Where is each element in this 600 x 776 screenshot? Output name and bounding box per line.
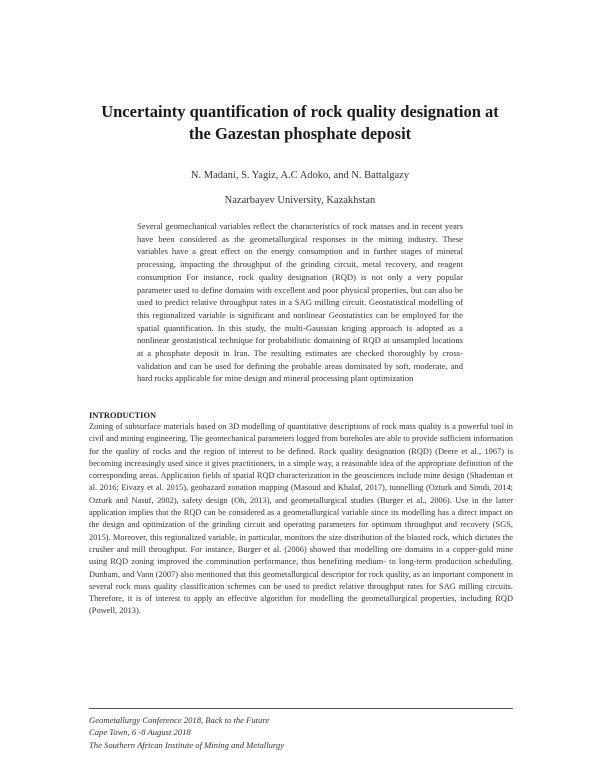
authors-line: N. Madani, S. Yagiz, A.C Adoko, and N. Battalgazy	[190, 170, 410, 181]
abstract-paragraph: Several geomechanical variables reflect the characteristics of rock masses and in recent years have been considered as the geometallurgical responses in the mining industry. These variables have a great effect on the energy consumption and in further stages of mineral processing, impacting the throughput of the grinding circuit, metal recovery, and reagent consumption For instance, rock quality designation (RQD) is not only a very popular parameter used to define domains with excellent and poor physical properties, but can also be used to predict relative throughput rates in a SAG milling circuit. Geostatistical modelling of this regionalized variable is significant and nonlinear Geostatistics can be employed for the spatial quantification. In this study, the multi-Gaussian kriging approach is adopted as a nonlinear geostatistical technique for probabilistic domaining of RQD at unsampled locations at a phosphate deposit in Iran. The resulting estimates are checked thoroughly by cross-validation and can be used for defining the probable areas dominated by soft, moderate, and hard rocks applicable for mine design and mineral processing plant optimization	[137, 221, 463, 384]
introduction-paragraph: Zoning of subsurface materials based on 3D modelling of quantitative descriptions of rock mass quality is a powerful tool in civil and mining engineering. The geomechanical parameters logged from boreholes are able to provide sufficient information for the quality of rocks and the region of interest to be defined. Rock quality designation (RQD) (Deere et al., 1967) is becoming increasingly used since it gives practitioners, in a simple way, a reasonable idea of the appropriate definition of the corresponding areas. Application fields of spatial RQD characterization in the geosciences include mine design (Shademan et al. 2016; Eivazy et al. 2015), geohazard zonation mapping (Masoud and Khalaf, 2017), tunnelling (Ozturk and Simdi, 2014; Ozturk and Nasuf, 2002), safety design (Oh, 2013), and geometallurgical studies (Burger et al., 2006). Use in the latter application implies that the RQD can be considered as a geometallurgical variable since its modelling has a direct impact on the design and optimization of the grinding circuit and operating parameters for optimum throughput and recovery (SGS, 2015). Moreover, this regionalized variable, in particular, monitors the size distribution of the blasted rock, which dictates the crusher and mill throughput. For instance, Burger et al. (2006) showed that modelling ore domains in a copper-gold mine using RQD zoning improved the comminution performance, thus benefiting medium- to long-term production scheduling. Dunham, and Vann (2007) also mentioned that this geometallurgical descriptor for rock quality, as an important component in several rock mass quality classification schemes can be used to predict relative throughput rates for SAG milling circuits. Therefore, it is of interest to apply an effective algorithm for modelling the geometallurgical properties, including RQD (Powell, 2013).	[89, 422, 513, 616]
conference-footer	[89, 714, 513, 751]
affiliation-line: Nazarbayev University, Kazakhstan	[224, 195, 376, 206]
footer-institute: The Southern African Institute of Mining and Metallurgy	[89, 739, 285, 750]
paper-title: Uncertainty quantification of rock quality designation at the Gazestan phosphate deposit	[101, 102, 499, 143]
footer-divider	[89, 708, 513, 709]
footer-conference-name: Geometallurgy Conference 2018, Back to the Future	[89, 715, 270, 725]
footer-location-date: Cape Town, 6 -8 August 2018	[89, 727, 191, 738]
introduction-heading: INTRODUCTION	[89, 411, 157, 420]
